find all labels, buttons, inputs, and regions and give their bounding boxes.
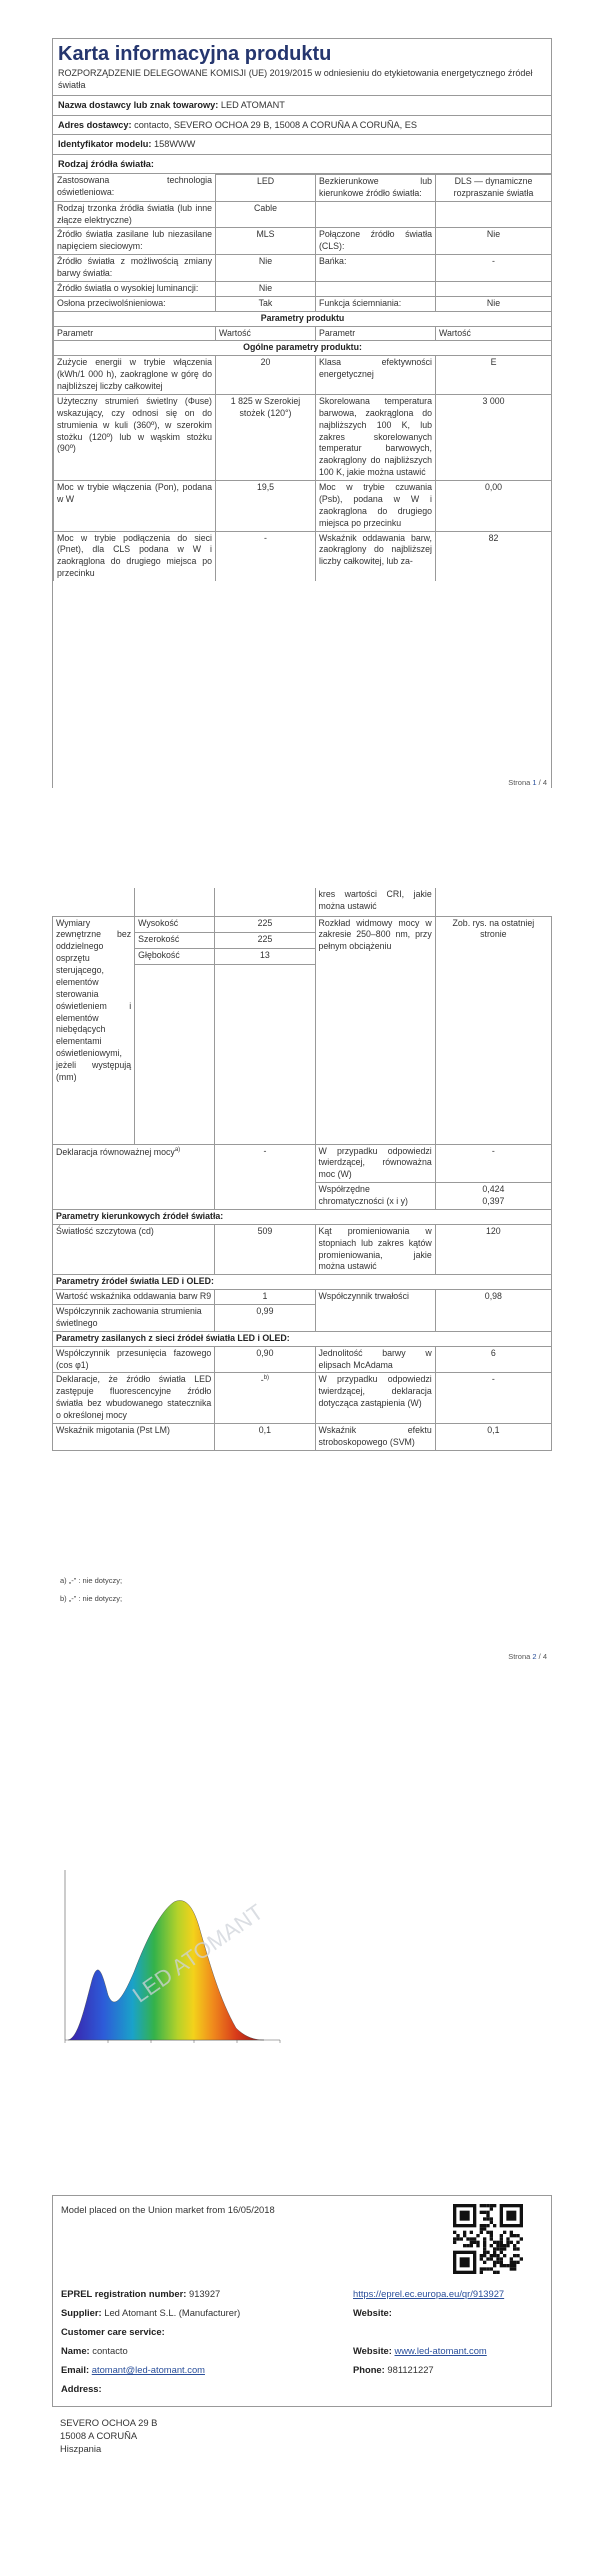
supplier-name-label: Nazwa dostawcy lub znak towarowy: — [58, 100, 219, 111]
param-cell-l1: Zużycie energii w trybie włączenia (kWh/1 000 h), zaokrąglone w górę do najbliższej liczby całkowitej — [54, 356, 216, 395]
page-1 — [0, 0, 603, 800]
supplier-name-row — [53, 96, 551, 115]
mcadam-label: Jednolitość barwy w elipsach McAdama — [315, 1346, 435, 1373]
param-row — [54, 394, 552, 480]
blank-cell — [215, 964, 315, 1144]
type-cell-v1: Tak — [216, 296, 316, 311]
eprel-info-box — [52, 2195, 552, 2407]
type-cell-l2 — [316, 201, 436, 228]
param-cell-v1: 1 825 w Szerokiej stożek (120°) — [216, 394, 316, 480]
flicker-label: Wskaźnik migotania (Pst LM) — [53, 1423, 215, 1450]
param-cell-v2: 3 000 — [436, 394, 552, 480]
blank-cell — [135, 964, 215, 1144]
type-cell-l2: Bezkierunkowe lub kierunkowe źródło światła: — [316, 174, 436, 201]
peak-intensity-label: Światłość szczytowa (cd) — [53, 1224, 215, 1275]
customer-care-label: Customer care service: — [61, 2326, 165, 2337]
survival-label: Współczynnik trwałości — [315, 1290, 435, 1332]
dim-value-depth: 13 — [215, 948, 315, 964]
type-cell-v2 — [436, 201, 552, 228]
model-label: Identyfikator modelu: — [58, 139, 152, 150]
page-footer-1: Strona 1 / 4 — [508, 778, 547, 787]
page-2 — [0, 800, 603, 1680]
equivalent-power2-value: - — [435, 1144, 551, 1183]
supplier-name-value: LED ATOMANT — [220, 100, 285, 111]
type-cell-l1: Źródło światła o wysokiej luminancji: — [54, 281, 216, 296]
param-cell-v2: E — [436, 356, 552, 395]
x-ticks — [65, 2040, 280, 2043]
address-line-2: 15008 A CORUÑA — [60, 2430, 138, 2442]
lumen-maint-label: Współczynnik zachowania strumienia świetlnego — [53, 1305, 215, 1332]
peak-intensity-value: 509 — [215, 1224, 315, 1275]
survival-value: 0,98 — [435, 1290, 551, 1332]
param-cell-l1: Użyteczny strumień świetlny (Φuse) wskazujący, czy odnosi się on do strumienia w kuli (360º), w szerokim stożku (120º) lub w wąskim stożku (90º) — [54, 394, 216, 480]
type-cell-l1: Źródło światła zasilane lub niezasilane napięciem sieciowym: — [54, 228, 216, 255]
param-cell-v1: 20 — [216, 356, 316, 395]
supplier-row: Supplier: Led Atomant S.L. (Manufacturer) — [61, 2307, 241, 2318]
type-cell-v1: Nie — [216, 255, 316, 282]
type-cell-l1: Rodzaj trzonka źródła światła (lub inne złącze elektryczne) — [54, 201, 216, 228]
directional-header: Parametry kierunkowych źródeł światła: — [53, 1209, 552, 1224]
param-cell-l2: Klasa efektywności energetycznej — [316, 356, 436, 395]
address-line-3: Hiszpania — [60, 2443, 102, 2455]
type-cell-v1: LED — [216, 174, 316, 201]
stroboscopic-label: Wskaźnik efektu stroboskopowego (SVM) — [315, 1423, 435, 1450]
type-cell-l2: Połączone źródło światła (CLS): — [316, 228, 436, 255]
col-value-2: Wartość — [436, 326, 552, 341]
col-param-2: Parametr — [316, 326, 436, 341]
type-cell-v2: - — [436, 255, 552, 282]
spectrum-label: Rozkład widmowy mocy w zakresie 250–800 nm, przy pełnym obciążeniu — [315, 916, 435, 1144]
type-header-row — [53, 155, 551, 174]
col-value-1: Wartość — [216, 326, 316, 341]
phone-row: Phone: 981121227 — [353, 2364, 434, 2375]
type-cell-l1: Zastosowana technologia oświetleniowa: — [54, 174, 216, 201]
param-cell-l2: Skorelowana temperatura barwowa, zaokrąglona do najbliższych 100 K, lub zakres skorelowanych temperatur barwowych, zaokrąglony do najbliższych 100 K, jakie można ustawić — [316, 394, 436, 480]
params-table — [53, 312, 552, 581]
param-row — [54, 531, 552, 581]
product-sheet-frame-cont — [52, 888, 552, 1586]
param-cell-v1: - — [216, 531, 316, 581]
r9-value: 1 — [215, 1290, 315, 1305]
equivalent-power-value: - — [215, 1144, 315, 1209]
type-row — [54, 255, 552, 282]
replacement2-label: W przypadku odpowiedzi twierdzącej, deklaracja dotycząca zastąpienia (W) — [315, 1373, 435, 1424]
dim-key-width: Szerokość — [135, 932, 215, 948]
mcadam-value: 6 — [435, 1346, 551, 1373]
email-row: Email: atomant@led-atomant.com — [61, 2364, 205, 2375]
chromaticity-x: 0,424 — [482, 1184, 505, 1195]
param-cell-l1: Moc w trybie podłączenia do sieci (Pnet), dla CLS podana w W i zaokrąglona do drugiego miejsca po przecinku — [54, 531, 216, 581]
mains-header: Parametry zasilanych z sieci źródeł światła LED i OLED: — [53, 1331, 552, 1346]
blank-cell — [215, 888, 315, 916]
dim-key-depth: Głębokość — [135, 948, 215, 964]
address-block — [60, 2416, 157, 2455]
watermark-text: LED ATOMANT — [127, 1899, 268, 2008]
type-cell-v2: Nie — [436, 228, 552, 255]
beam-angle-value: 120 — [435, 1224, 551, 1275]
type-row — [54, 201, 552, 228]
website-row: Website: www.led-atomant.com — [353, 2345, 487, 2356]
eprel-row: EPREL registration number: 913927 — [61, 2288, 221, 2299]
regulation-text: ROZPORZĄDZENIE DELEGOWANE KOMISJI (UE) 2019/2015 w odniesieniu do etykietowania energetycznego źródeł światła — [53, 67, 551, 96]
supplier-value: Led Atomant S.L. (Manufacturer) — [104, 2307, 241, 2318]
type-row — [54, 228, 552, 255]
chromaticity-y: 0,397 — [482, 1196, 505, 1206]
param-cell-l1: Moc w trybie włączenia (Pon), podana w W — [54, 481, 216, 532]
placed-on-market: Model placed on the Union market from 16/05/2018 — [61, 2204, 275, 2215]
dim-key-height: Wysokość — [135, 916, 215, 932]
email-link[interactable]: atomant@led-atomant.com — [91, 2364, 205, 2375]
chromaticity-label: Współrzędne chromatyczności (x i y) — [315, 1183, 435, 1210]
doc-title: Karta informacyjna produktu — [58, 43, 332, 65]
qr-code-icon — [453, 2204, 523, 2274]
type-row — [54, 174, 552, 201]
lumen-maint-value: 0,99 — [215, 1305, 315, 1332]
stroboscopic-value: 0,1 — [435, 1423, 551, 1450]
param-cell-v1: 19,5 — [216, 481, 316, 532]
product-sheet-frame — [52, 38, 552, 788]
replacement-value: -$^{b)}$ — [215, 1373, 315, 1424]
params-header: Parametry produktu — [54, 312, 552, 326]
supplier-address-value: contacto, SEVERO OCHOA 29 B, 15008 A CORUÑA A CORUÑA, ES — [134, 119, 417, 130]
type-table — [53, 174, 552, 312]
type-row — [54, 296, 552, 311]
website-link[interactable]: www.led-atomant.com — [394, 2345, 487, 2356]
param-cell-v2: 82 — [436, 531, 552, 581]
col-param-1: Parametr — [54, 326, 216, 341]
model-row — [53, 135, 551, 154]
param-cell-l2: Wskaźnik oddawania barw, zaokrąglony do najbliższej liczby całkowitej, lub za- — [316, 531, 436, 581]
supplier-address-row — [53, 116, 551, 135]
dim-value-height: 225 — [215, 916, 315, 932]
equivalent-power-label: Deklaracja równoważnej mocy$^{a)}$ — [53, 1144, 215, 1209]
equivalent-power2-label: W przypadku odpowiedzi twierdzącej, równoważna moc (W) — [315, 1144, 435, 1183]
type-cell-v2: DLS — dynamiczne rozpraszanie światła — [436, 174, 552, 201]
cri-continuation: kres wartości CRI, jakie można ustawić — [315, 888, 435, 916]
type-header: Rodzaj źródła światła: — [58, 158, 154, 169]
type-cell-v2 — [436, 281, 552, 296]
type-row — [54, 281, 552, 296]
replacement2-value: - — [435, 1373, 551, 1424]
type-cell-l2: Funkcja ściemniania: — [316, 296, 436, 311]
type-cell-l2: Bańka: — [316, 255, 436, 282]
led-header: Parametry źródeł światła LED i OLED: — [53, 1275, 552, 1290]
blank-cell — [435, 888, 551, 916]
params-table-cont — [52, 888, 552, 1451]
type-cell-v1: Nie — [216, 281, 316, 296]
footnote-b: b) „-” : nie dotyczy; — [60, 1594, 123, 1603]
eprel-number: 913927 — [188, 2288, 221, 2299]
dimensions-label: Wymiary zewnętrzne bez oddzielnego osprzętu sterującego, elementów sterowania oświetleniem i elementów niebędących elementami oświetleniowymi, jeżeli występują (mm) — [53, 916, 135, 1144]
general-header: Ogólne parametry produktu: — [54, 341, 552, 356]
eprel-link[interactable]: https://eprel.ec.europa.eu/qr/913927 — [353, 2288, 505, 2299]
flicker-value: 0,1 — [215, 1423, 315, 1450]
param-row — [54, 356, 552, 395]
replacement-label: Deklaracje, że źródło światła LED zastępuje fluorescencyjne źródło światła bez wbudowanego statecznika o określonej mocy — [53, 1373, 215, 1424]
spectrum-value: Zob. rys. na ostatniej stronie — [435, 916, 551, 1144]
type-cell-l1: Źródło światła z możliwością zmiany barwy światła: — [54, 255, 216, 282]
type-cell-v1: MLS — [216, 228, 316, 255]
dim-value-width: 225 — [215, 932, 315, 948]
power-factor-label: Współczynnik przesunięcia fazowego (cos φ1) — [53, 1346, 215, 1373]
type-cell-l1: Osłona przeciwolśnieniowa: — [54, 296, 216, 311]
param-cell-l2: Moc w trybie czuwania (Psb), podana w W i zaokrąglona do drugiego miejsca po przecinku — [316, 481, 436, 532]
param-row — [54, 481, 552, 532]
spectral-distribution-chart — [50, 1860, 290, 2050]
param-cell-v2: 0,00 — [436, 481, 552, 532]
type-cell-v1: Cable — [216, 201, 316, 228]
page-3 — [0, 1680, 603, 2560]
supplier-address-label: Adres dostawcy: — [58, 119, 132, 130]
blank-cell — [135, 888, 215, 916]
type-cell-v2: Nie — [436, 296, 552, 311]
page-footer-2: Strona 2 / 4 — [508, 1652, 547, 1661]
website-label: Website: — [353, 2307, 392, 2318]
address-label: Address: — [61, 2383, 102, 2394]
power-factor-value: 0,90 — [215, 1346, 315, 1373]
model-value: 158WWW — [153, 139, 196, 150]
contact-name-row: Name: contacto — [61, 2345, 128, 2356]
address-line-1: SEVERO OCHOA 29 B — [60, 2417, 158, 2428]
chromaticity-value — [435, 1183, 551, 1210]
blank-cell — [53, 888, 135, 916]
beam-angle-label: Kąt promieniowania w stopniach lub zakres kątów promieniowania, jakie można ustawić — [315, 1224, 435, 1275]
r9-label: Wartość wskaźnika oddawania barw R9 — [53, 1290, 215, 1305]
type-cell-l2 — [316, 281, 436, 296]
footnote-a: a) „-” : nie dotyczy; — [60, 1576, 123, 1585]
